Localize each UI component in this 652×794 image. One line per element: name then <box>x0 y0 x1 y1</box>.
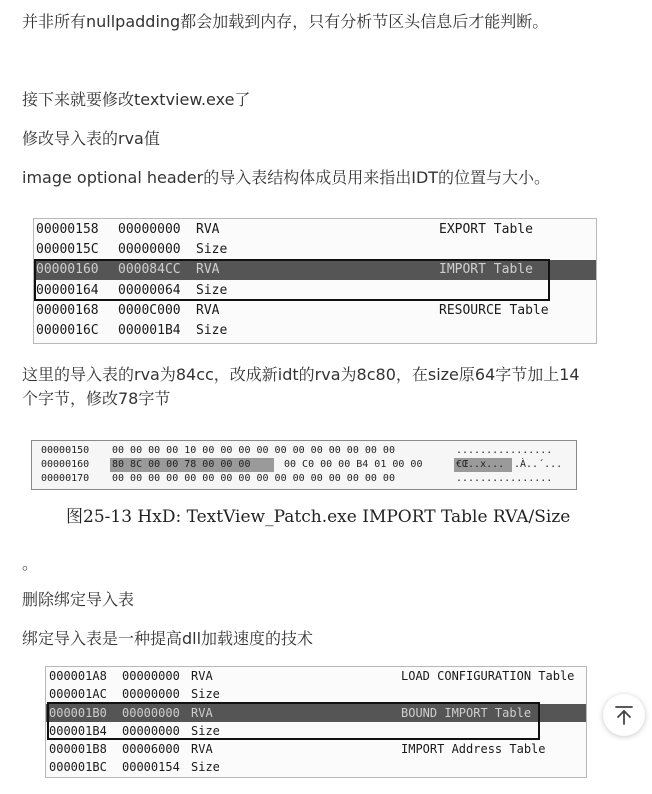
table-row: 0000016C 000001B4 Size <box>36 323 228 338</box>
paragraph-modify-rva: 修改导入表的rva值 <box>22 129 160 148</box>
table-row: 00000164 00000064 Size <box>36 283 228 298</box>
table-row: 00000158 00000000 RVA EXPORT Table <box>36 222 533 237</box>
paragraph-bound-import-desc: 绑定导入表是一种提高dll加载速度的技术 <box>22 629 314 648</box>
figure-caption: 图25-13 HxD: TextView_Patch.exe IMPORT Table RVA/Size <box>66 507 571 527</box>
paragraph-change-rva-1: 这里的导入表的rva为84cc，改成新idt的rva为8c80，在size原64字节加上14 <box>22 365 580 384</box>
table-row: 000001B4 00000000 Size <box>49 724 220 738</box>
highlight-box <box>34 259 550 301</box>
paragraph-period: 。 <box>22 554 39 573</box>
paragraph-nullpadding: 并非所有nullpadding都会加载到内存，只有分析节区头信息后才能判断。 <box>22 12 549 31</box>
highlight-box <box>47 702 540 740</box>
paragraph-delete-bound-import: 删除绑定导入表 <box>22 590 135 609</box>
data-directory-image-1 <box>33 218 597 344</box>
paragraph-change-rva-2: 个字节，修改78字节 <box>22 389 171 408</box>
table-row: 0000015C 00000000 Size <box>36 242 228 257</box>
back-to-top-button[interactable] <box>603 694 645 736</box>
table-row: 00000168 0000C000 RVA RESOURCE Table <box>36 303 549 318</box>
paragraph-modify-exe: 接下来就要修改textview.exe了 <box>22 90 251 109</box>
table-row: 000001A8 00000000 RVA LOAD CONFIGURATION Table <box>49 669 575 683</box>
hex-editor-image: 00000150 00 00 00 00 10 00 00 00 00 00 00 00 00 00 00 00 ................ 00000160 80 8C 00 00 78 00 00 00 00 C0 00 00 B4 01 00 00 €Œ..x... .À..´... 00000170 00 00 00 00 00 00 00 00 00 00 00 00 00 00 00 00 ................ <box>31 440 577 490</box>
table-row-highlighted: 00000160 000084CC RVA IMPORT Table <box>34 260 596 280</box>
table-row: 000001BC 00000154 Size <box>49 760 220 774</box>
table-row-highlighted: 000001B0 00000000 RVA BOUND IMPORT Table <box>46 704 586 722</box>
data-directory-image-2 <box>45 666 587 778</box>
paragraph-optional-header: image optional header的导入表结构体成员用来指出IDT的位置与大小。 <box>22 168 551 187</box>
arrow-up-to-line-icon <box>613 704 635 726</box>
table-row: 000001B8 00006000 RVA IMPORT Address Table <box>49 742 546 756</box>
table-row: 000001AC 00000000 Size <box>49 687 220 701</box>
